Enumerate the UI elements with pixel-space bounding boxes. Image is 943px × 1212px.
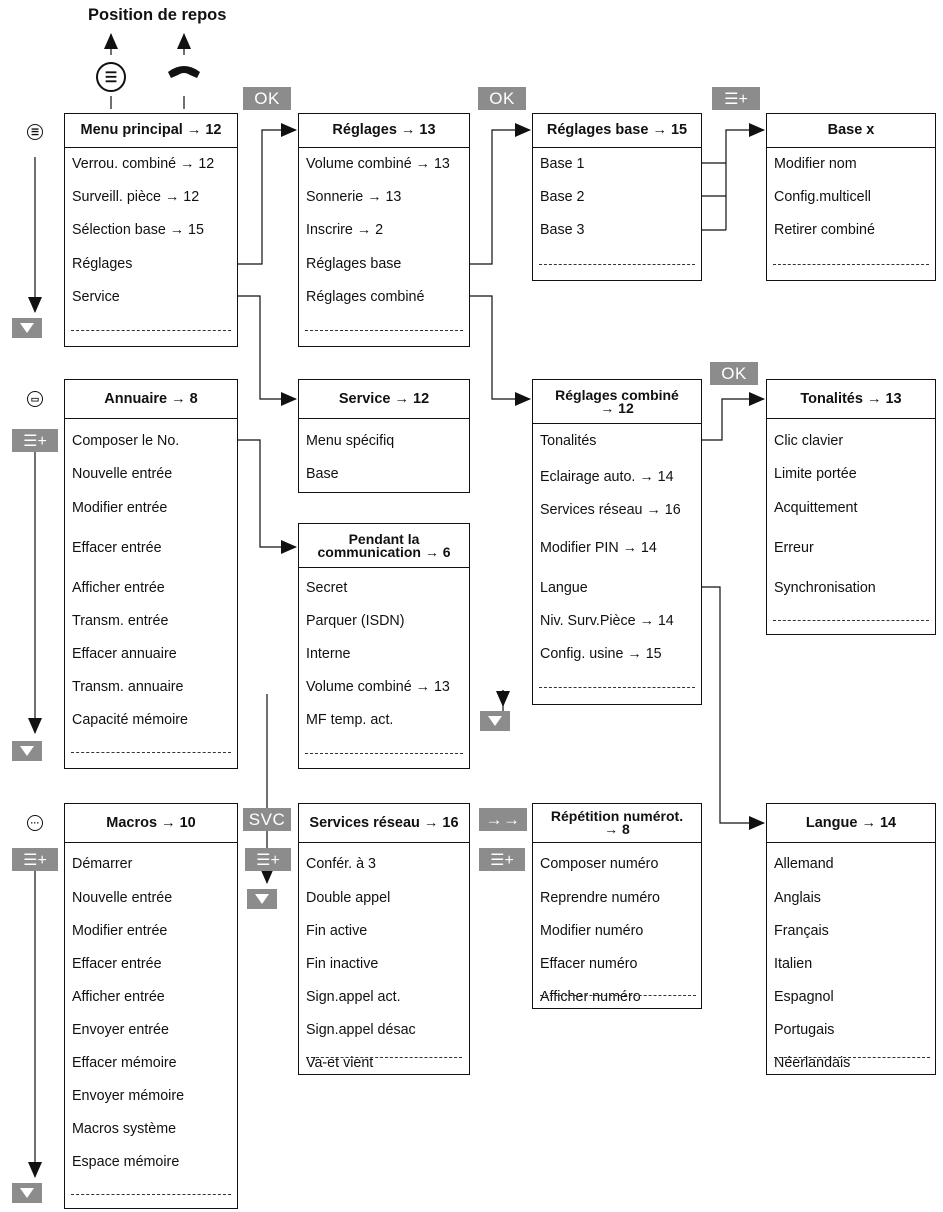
box-reglages-base (532, 113, 702, 281)
menu-item[interactable]: Nouvelle entrée (72, 466, 173, 482)
menu-item[interactable]: Menu spécifiq (306, 433, 395, 449)
menu-item[interactable]: Envoyer mémoire (72, 1088, 185, 1104)
menu-item[interactable]: Sign.appel désac (306, 1022, 416, 1038)
menu-item[interactable]: Néerlandais (774, 1055, 851, 1071)
menu-item[interactable]: Volume combiné → 13 (306, 156, 450, 172)
menu-item[interactable]: Italien (774, 956, 813, 972)
menu-key-icon: ☰ (96, 62, 126, 92)
menu-item[interactable]: Allemand (774, 856, 834, 872)
menu-item[interactable]: Français (774, 923, 829, 939)
more-items-dashes (773, 620, 929, 621)
menu-item[interactable]: Modifier entrée (72, 500, 168, 516)
menu-item[interactable]: Nouvelle entrée (72, 890, 173, 906)
list-plus-key-icon: ☰+ (245, 848, 291, 871)
box-pendant-communication (298, 523, 470, 769)
menu-item[interactable]: Effacer entrée (72, 540, 162, 556)
menu-item[interactable]: Erreur (774, 540, 814, 556)
list-plus-key-icon: ☰+ (479, 848, 525, 871)
box-base-x (766, 113, 936, 281)
ok-key: OK (478, 87, 526, 110)
box-title: Réglages → 13 (299, 114, 469, 148)
menu-item[interactable]: Effacer entrée (72, 956, 162, 972)
menu-item[interactable]: Démarrer (72, 856, 133, 872)
box-annuaire (64, 379, 238, 769)
menu-item[interactable]: Afficher entrée (72, 580, 165, 596)
box-title: Services réseau → 16 (299, 804, 469, 843)
box-title-line: → 8 (604, 821, 630, 837)
menu-item[interactable]: Confér. à 3 (306, 856, 376, 872)
menu-item[interactable]: Sign.appel act. (306, 989, 401, 1005)
redial-key: →→ (479, 808, 527, 831)
box-macros (64, 803, 238, 1209)
menu-item[interactable]: Limite portée (774, 466, 857, 482)
menu-item[interactable]: Réglages base (306, 256, 402, 272)
more-items-dashes (540, 995, 696, 996)
menu-key-icon: ☰ (27, 124, 43, 140)
menu-item[interactable]: Inscrire → 2 (306, 222, 384, 238)
scroll-down-key-icon (12, 741, 42, 761)
menu-item[interactable]: Service (72, 289, 120, 305)
box-title: Base x (767, 114, 935, 148)
macro-key-icon: ··· (27, 815, 43, 831)
menu-item[interactable]: Secret (306, 580, 348, 596)
menu-item[interactable]: Modifier entrée (72, 923, 168, 939)
menu-item[interactable]: Base (306, 466, 339, 482)
header-title: Position de repos (88, 6, 227, 24)
menu-item[interactable]: Effacer numéro (540, 956, 638, 972)
box-menu-principal (64, 113, 238, 347)
menu-item[interactable]: Macros système (72, 1121, 177, 1137)
menu-item[interactable]: Espagnol (774, 989, 834, 1005)
list-plus-key-icon: ☰+ (12, 429, 58, 452)
menu-item[interactable]: Fin inactive (306, 956, 379, 972)
menu-item[interactable]: Synchronisation (774, 580, 876, 596)
list-plus-key-icon: ☰+ (12, 848, 58, 871)
box-title (533, 804, 701, 843)
menu-item[interactable]: Niv. Surv.Pièce → 14 (540, 613, 674, 629)
menu-item[interactable]: Verrou. combiné → 12 (72, 156, 215, 172)
menu-item[interactable]: Surveill. pièce → 12 (72, 189, 200, 205)
more-items-dashes (539, 687, 695, 688)
menu-item[interactable]: Portugais (774, 1022, 835, 1038)
menu-item[interactable]: Services réseau → 16 (540, 502, 681, 518)
menu-item[interactable]: Base 2 (540, 189, 585, 205)
box-title: Macros → 10 (65, 804, 237, 843)
menu-item[interactable]: Va-et vient (306, 1055, 374, 1071)
menu-item[interactable]: Réglages (72, 256, 133, 272)
menu-item[interactable]: Effacer mémoire (72, 1055, 177, 1071)
menu-item[interactable]: MF temp. act. (306, 712, 394, 728)
menu-item[interactable]: Effacer annuaire (72, 646, 177, 662)
menu-item[interactable]: Afficher numéro (540, 989, 641, 1005)
menu-item[interactable]: Transm. annuaire (72, 679, 184, 695)
menu-item[interactable]: Afficher entrée (72, 989, 165, 1005)
box-title-line: → 12 (600, 399, 634, 416)
menu-item[interactable]: Clic clavier (774, 433, 844, 449)
menu-item[interactable]: Double appel (306, 890, 391, 906)
menu-item[interactable]: Base 3 (540, 222, 585, 238)
box-services-reseau (298, 803, 470, 1075)
menu-item[interactable]: Modifier numéro (540, 923, 644, 939)
box-title-line: communication → 6 (317, 543, 451, 560)
menu-item[interactable]: Sonnerie → 13 (306, 189, 402, 205)
svc-key: SVC (243, 808, 291, 831)
box-title: Service → 12 (299, 380, 469, 419)
box-langue (766, 803, 936, 1075)
box-title (533, 380, 701, 424)
menu-item[interactable]: Base 1 (540, 156, 585, 172)
box-title: Menu principal → 12 (65, 114, 237, 148)
more-items-dashes (71, 752, 231, 753)
box-title: Réglages base → 15 (533, 114, 701, 148)
more-items-dashes (306, 1057, 462, 1058)
menu-item[interactable]: Reprendre numéro (540, 890, 661, 906)
more-items-dashes (305, 753, 463, 754)
box-title-line: Pendant la (348, 530, 420, 547)
menu-item[interactable]: Espace mémoire (72, 1154, 180, 1170)
menu-item[interactable]: Fin active (306, 923, 368, 939)
scroll-down-key-icon (480, 711, 510, 731)
menu-item[interactable]: Transm. entrée (72, 613, 169, 629)
list-plus-key-icon: ☰+ (712, 87, 760, 110)
menu-item[interactable]: Sélection base → 15 (72, 222, 204, 238)
menu-item[interactable]: Volume combiné → 13 (306, 679, 450, 695)
menu-item[interactable]: Langue (540, 580, 588, 596)
menu-item[interactable]: Config.multicell (774, 189, 871, 205)
ok-key: OK (243, 87, 291, 110)
more-items-dashes (773, 264, 929, 265)
menu-item[interactable]: Composer numéro (540, 856, 659, 872)
more-items-dashes (774, 1057, 930, 1058)
box-title: Annuaire → 8 (65, 380, 237, 419)
more-items-dashes (539, 264, 695, 265)
menu-item[interactable]: Modifier nom (774, 156, 857, 172)
box-title (299, 524, 469, 568)
box-title: Tonalités → 13 (767, 380, 935, 419)
scroll-down-key-icon (247, 889, 277, 909)
menu-item[interactable]: Parquer (ISDN) (306, 613, 405, 629)
menu-item[interactable]: Envoyer entrée (72, 1022, 169, 1038)
box-reglages (298, 113, 470, 347)
menu-item[interactable]: Tonalités (540, 433, 597, 449)
box-service (298, 379, 470, 493)
phonebook-key-icon: ▭ (27, 391, 43, 407)
box-title-line: Réglages combiné (555, 386, 679, 403)
menu-item[interactable]: Eclairage auto. → 14 (540, 469, 674, 485)
box-repetition-numerotation (532, 803, 702, 1009)
box-title: Langue → 14 (767, 804, 935, 843)
scroll-down-key-icon (12, 1183, 42, 1203)
menu-item[interactable]: Config. usine → 15 (540, 646, 662, 662)
more-items-dashes (71, 1194, 231, 1195)
menu-item[interactable]: Capacité mémoire (72, 712, 189, 728)
menu-item[interactable]: Interne (306, 646, 351, 662)
menu-item[interactable]: Anglais (774, 890, 821, 906)
more-items-dashes (305, 330, 463, 331)
box-title-line: Répétition numérot. (550, 808, 684, 824)
menu-item[interactable]: Modifier PIN → 14 (540, 540, 657, 556)
menu-item[interactable]: Composer le No. (72, 433, 180, 449)
box-tonalites (766, 379, 936, 635)
menu-item[interactable]: Réglages combiné (306, 289, 425, 305)
scroll-down-key-icon (12, 318, 42, 338)
more-items-dashes (71, 330, 231, 331)
menu-item[interactable]: Acquittement (774, 500, 858, 516)
box-reglages-combine (532, 379, 702, 705)
menu-item[interactable]: Retirer combiné (774, 222, 875, 238)
ok-key: OK (710, 362, 758, 385)
